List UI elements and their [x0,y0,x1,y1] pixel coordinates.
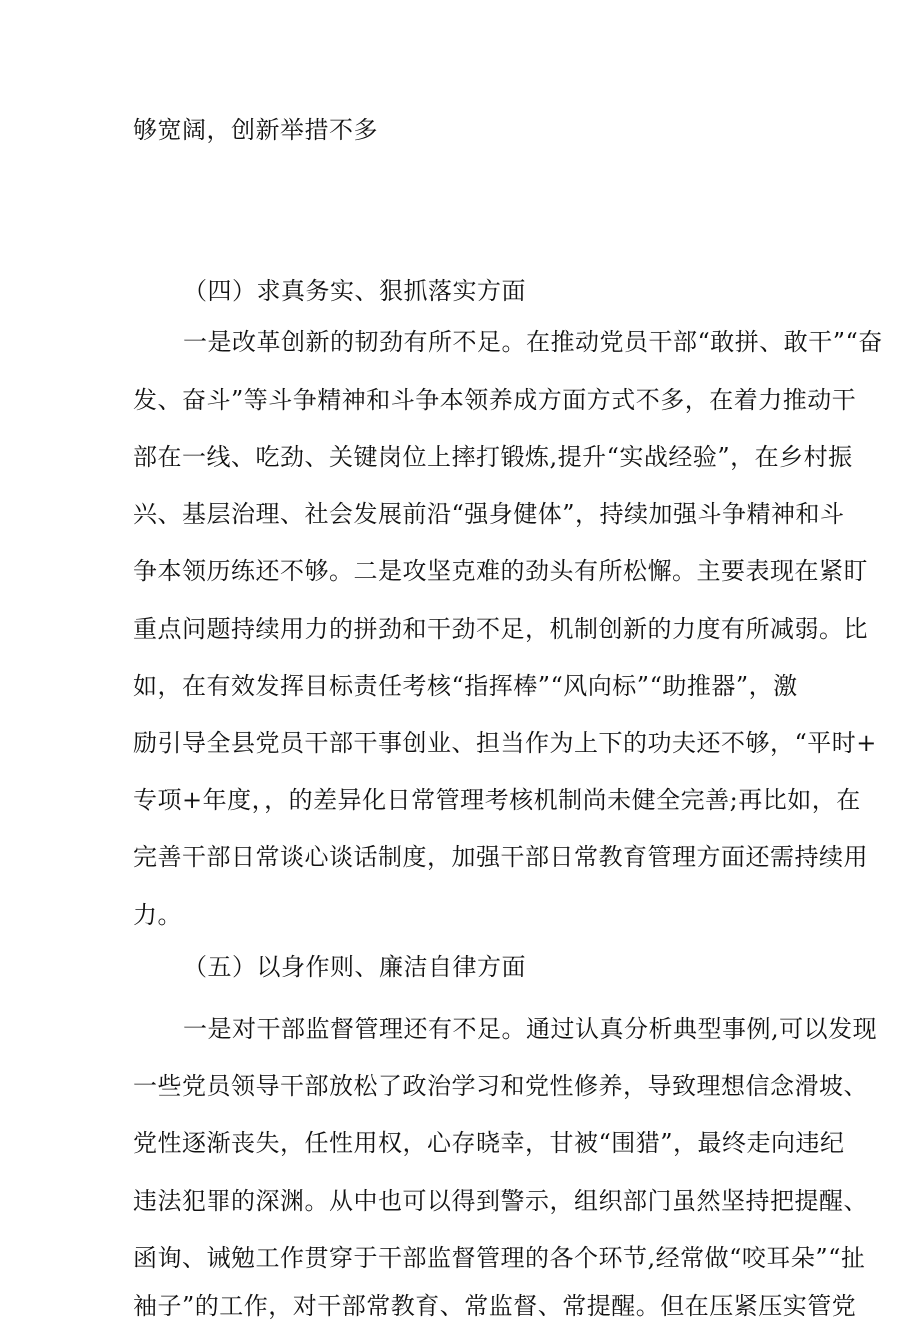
paragraph-line: 兴、基层治理、社会发展前沿“强身健体”，持续加强斗争精神和斗 [133,500,845,528]
paragraph-line: 函询、诫勉工作贯穿于干部监督管理的各个环节,经常做“咬耳朵”“扯 [133,1244,866,1272]
paragraph-line: 发、奋斗”等斗争精神和斗争本领养成方面方式不多，在着力推动干 [133,386,857,414]
section-heading: （四）求真务实、狠抓落实方面 [183,277,526,305]
paragraph-line: 袖子”的工作，对干部常教育、常监督、常提醒。但在压紧压实管党 [133,1292,857,1320]
paragraph-line: 如，在有效发挥目标责任考核“指挥棒”“风向标”“助推器”，激 [133,672,798,700]
paragraph-line: 励引导全县党员干部干事创业、担当作为上下的功夫还不够，“平时+ [133,729,877,757]
section-heading: （五）以身作则、廉洁自律方面 [183,953,526,981]
paragraph-line: 完善干部日常谈心谈话制度，加强干部日常教育管理方面还需持续用 [133,843,868,871]
paragraph-line: 够宽阔，创新举措不多 [133,116,378,144]
paragraph-line: 违法犯罪的深渊。从中也可以得到警示，组织部门虽然坚持把提醒、 [133,1187,868,1215]
paragraph-line: 专项+年度，，的差异化日常管理考核机制尚未健全完善;再比如，在 [133,786,861,814]
paragraph-line: 一些党员领导干部放松了政治学习和党性修养，导致理想信念滑坡、 [133,1072,868,1100]
paragraph-line: 重点问题持续用力的拼劲和干劲不足，机制创新的力度有所减弱。比 [133,615,868,643]
paragraph-line: 一是对干部监督管理还有不足。通过认真分析典型事例,可以发现 [183,1015,878,1043]
paragraph-line: 力。 [133,901,182,929]
paragraph-line: 争本领历练还不够。二是攻坚克难的劲头有所松懈。主要表现在紧盯 [133,557,868,585]
paragraph-line: 一是改革创新的韧劲有所不足。在推动党员干部“敢拼、敢干”“奋 [183,328,883,356]
paragraph-line: 党性逐渐丧失，任性用权，心存晓幸，甘被“围猎”，最终走向违纪 [133,1129,845,1157]
paragraph-line: 部在一线、吃劲、关键岗位上摔打锻炼,提升“实战经验”，在乡村振 [133,443,853,471]
